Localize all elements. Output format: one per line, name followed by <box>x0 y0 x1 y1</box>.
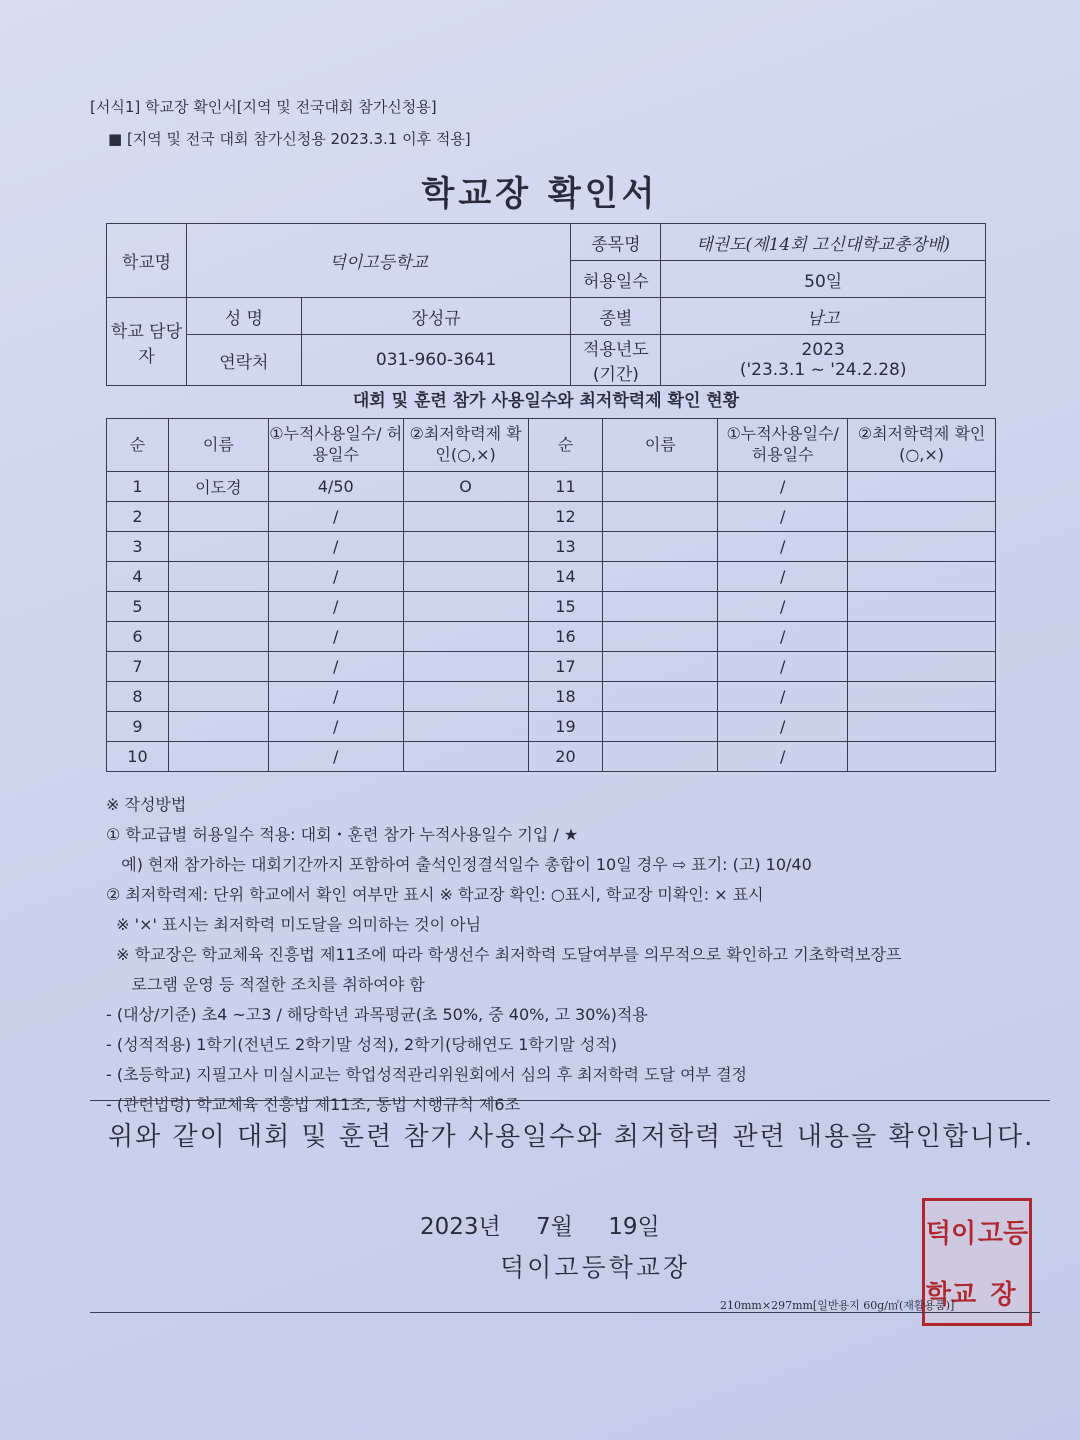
cell-r-name <box>603 502 718 532</box>
cell-l-no: 9 <box>107 712 169 742</box>
instructions <box>106 790 1036 1120</box>
table-row <box>107 532 996 562</box>
cell-r-no: 15 <box>528 592 603 622</box>
cell-r-min <box>848 622 996 652</box>
paper-spec: 210mm×297mm[일반용지 60g/㎡(재활용품)] <box>720 1299 955 1312</box>
cell-r-no: 20 <box>528 742 603 772</box>
phone-label: 연락처 <box>186 335 301 386</box>
header-no: 순 <box>107 419 169 472</box>
cell-l-min <box>403 682 528 712</box>
cell-r-name <box>603 652 718 682</box>
roster-header-row <box>107 419 996 472</box>
cell-r-min <box>848 502 996 532</box>
table-row <box>107 562 996 592</box>
cell-l-min <box>403 502 528 532</box>
cell-l-days: / <box>268 562 403 592</box>
cell-l-name <box>168 532 268 562</box>
cell-l-days: / <box>268 622 403 652</box>
cell-r-days: / <box>718 742 848 772</box>
cell-r-min <box>848 652 996 682</box>
cell-r-no: 17 <box>528 652 603 682</box>
cell-l-days: / <box>268 592 403 622</box>
cell-r-name <box>603 622 718 652</box>
cell-l-min <box>403 652 528 682</box>
document-title: 학교장 확인서 <box>421 174 659 214</box>
cell-r-name <box>603 742 718 772</box>
cell-r-name <box>603 682 718 712</box>
gender-label: 종별 <box>571 298 661 335</box>
table-row <box>107 502 996 532</box>
cell-r-no: 18 <box>528 682 603 712</box>
name-value: 장성규 <box>301 298 571 335</box>
cell-l-name <box>168 652 268 682</box>
cell-l-name: 이도경 <box>168 472 268 502</box>
cell-l-days: / <box>268 502 403 532</box>
cell-r-min <box>848 562 996 592</box>
cell-r-no: 14 <box>528 562 603 592</box>
form-label: [서식1] 학교장 확인서[지역 및 전국대회 참가신청용] <box>90 98 437 116</box>
cell-r-min <box>848 682 996 712</box>
header-name: 이름 <box>168 419 268 472</box>
cell-r-no: 19 <box>528 712 603 742</box>
table-row <box>107 592 996 622</box>
cell-l-name <box>168 682 268 712</box>
cell-r-name <box>603 712 718 742</box>
cell-r-days: / <box>718 652 848 682</box>
cell-r-days: / <box>718 562 848 592</box>
table-row <box>107 622 996 652</box>
note-line: ※ '×' 표시는 최저학력 미도달을 의미하는 것이 아님 <box>106 915 482 934</box>
cell-r-min <box>848 712 996 742</box>
cell-l-name <box>168 502 268 532</box>
note-line: ※ 학교장은 학교체육 진흥법 제11조에 따라 학생선수 최저학력 도달여부를 의무적으로 확인하고 기초학력보장프 <box>106 945 902 964</box>
header-no: 순 <box>528 419 603 472</box>
divider <box>90 1100 1050 1101</box>
cell-l-name <box>168 742 268 772</box>
confirmation-text: 위와 같이 대회 및 훈련 참가 사용일수와 최저학력 관련 내용을 확인합니다. <box>108 1122 1035 1152</box>
cell-r-no: 11 <box>528 472 603 502</box>
cell-r-days: / <box>718 622 848 652</box>
year-value: 2023 <box>801 340 845 360</box>
cell-l-min <box>403 592 528 622</box>
header-days: ①누적사용일수/ 허용일수 <box>268 419 403 472</box>
cell-r-no: 13 <box>528 532 603 562</box>
cell-l-min <box>403 562 528 592</box>
cell-l-min <box>403 742 528 772</box>
header-min: ②최저학력제 확인(○,×) <box>848 419 996 472</box>
cell-l-no: 6 <box>107 622 169 652</box>
note-line: - (초등학교) 지필고사 미실시교는 학업성적관리위원회에서 심의 후 최저학력 도달 여부 결정 <box>106 1065 747 1084</box>
cell-r-name <box>603 472 718 502</box>
cell-l-days: / <box>268 532 403 562</box>
cell-l-min <box>403 622 528 652</box>
roster-table <box>106 418 996 772</box>
cell-r-days: / <box>718 712 848 742</box>
school-label: 학교명 <box>107 224 187 298</box>
note-line: - (성적적용) 1학기(전년도 2학기말 성적), 2학기(당해연도 1학기말 성적) <box>106 1035 618 1054</box>
note-line: ② 최저학력제: 단위 학교에서 확인 여부만 표시 ※ 학교장 확인: ○표시, 학교장 미확인: × 표시 <box>106 885 764 904</box>
cell-l-no: 7 <box>107 652 169 682</box>
year-cell <box>661 335 986 386</box>
table-row <box>107 712 996 742</box>
cell-l-no: 2 <box>107 502 169 532</box>
cell-r-min <box>848 472 996 502</box>
note-line: - (관련법령) 학교체육 진흥법 제11조, 동법 시행규칙 제6조 <box>106 1095 521 1114</box>
note-line: - (대상/기준) 초4 ~고3 / 해당학년 과목평균(초 50%, 중 40%, 고 30%)적용 <box>106 1005 648 1024</box>
cell-r-no: 12 <box>528 502 603 532</box>
cell-r-min <box>848 532 996 562</box>
cell-l-no: 5 <box>107 592 169 622</box>
table-row <box>107 472 996 502</box>
table-row <box>107 682 996 712</box>
contact-group-label: 학교 담당자 <box>107 298 187 386</box>
section-title: 대회 및 훈련 참가 사용일수와 최저학력제 확인 현황 <box>352 391 740 411</box>
cell-r-min <box>848 742 996 772</box>
cell-l-name <box>168 712 268 742</box>
cell-r-name <box>603 592 718 622</box>
principal-name: 덕이고등학교장 <box>500 1253 691 1282</box>
info-table <box>106 223 986 386</box>
cell-l-days: 4/50 <box>268 472 403 502</box>
table-row <box>107 652 996 682</box>
name-label: 성 명 <box>186 298 301 335</box>
cell-l-min <box>403 532 528 562</box>
cell-r-min <box>848 592 996 622</box>
header-days: ①누적사용일수/ 허용일수 <box>718 419 848 472</box>
cell-l-days: / <box>268 712 403 742</box>
cell-r-name <box>603 562 718 592</box>
cell-l-days: / <box>268 682 403 712</box>
cell-l-no: 1 <box>107 472 169 502</box>
cell-l-no: 8 <box>107 682 169 712</box>
cell-l-days: / <box>268 652 403 682</box>
header-name: 이름 <box>603 419 718 472</box>
note-line: 로그램 운영 등 적절한 조치를 취하여야 함 <box>106 975 425 994</box>
event-value: 태권도(제14회 고신대학교총장배) <box>661 224 986 261</box>
cell-r-no: 16 <box>528 622 603 652</box>
note-line: ※ 작성방법 <box>106 795 187 814</box>
phone-value: 031-960-3641 <box>301 335 571 386</box>
issue-date: 2023년 7월 19일 <box>420 1214 660 1240</box>
cell-r-days: / <box>718 502 848 532</box>
cell-l-days: / <box>268 742 403 772</box>
cell-r-days: / <box>718 682 848 712</box>
scope-label: ■ [지역 및 전국 대회 참가신청용 2023.3.1 이후 적용] <box>108 130 471 148</box>
note-line: ① 학교급별 허용일수 적용: 대회・훈련 참가 누적사용일수 기입 / ★ <box>106 825 579 844</box>
cell-l-name <box>168 562 268 592</box>
cell-r-days: / <box>718 532 848 562</box>
cell-l-min: O <box>403 472 528 502</box>
allowed-days-label: 허용일수 <box>571 261 661 298</box>
school-value: 덕이고등학교 <box>186 224 571 298</box>
event-label: 종목명 <box>571 224 661 261</box>
cell-r-name <box>603 532 718 562</box>
official-seal: 덕이 고등 학교 장 <box>922 1198 1032 1326</box>
header-min: ②최저학력제 확인(○,×) <box>403 419 528 472</box>
cell-r-days: / <box>718 472 848 502</box>
cell-l-no: 3 <box>107 532 169 562</box>
allowed-days-value: 50일 <box>661 261 986 298</box>
cell-l-min <box>403 712 528 742</box>
cell-l-no: 10 <box>107 742 169 772</box>
year-label: 적용년도 (기간) <box>571 335 661 386</box>
gender-value: 남고 <box>661 298 986 335</box>
cell-r-days: / <box>718 592 848 622</box>
cell-l-name <box>168 622 268 652</box>
cell-l-name <box>168 592 268 622</box>
cell-l-no: 4 <box>107 562 169 592</box>
period-value: ('23.3.1 ~ '24.2.28) <box>739 360 907 380</box>
table-row <box>107 742 996 772</box>
note-line: 예) 현재 참가하는 대회기간까지 포함하여 출석인정결석일수 총합이 10일 경우 ⇨ 표기: (고) 10/40 <box>106 855 812 874</box>
